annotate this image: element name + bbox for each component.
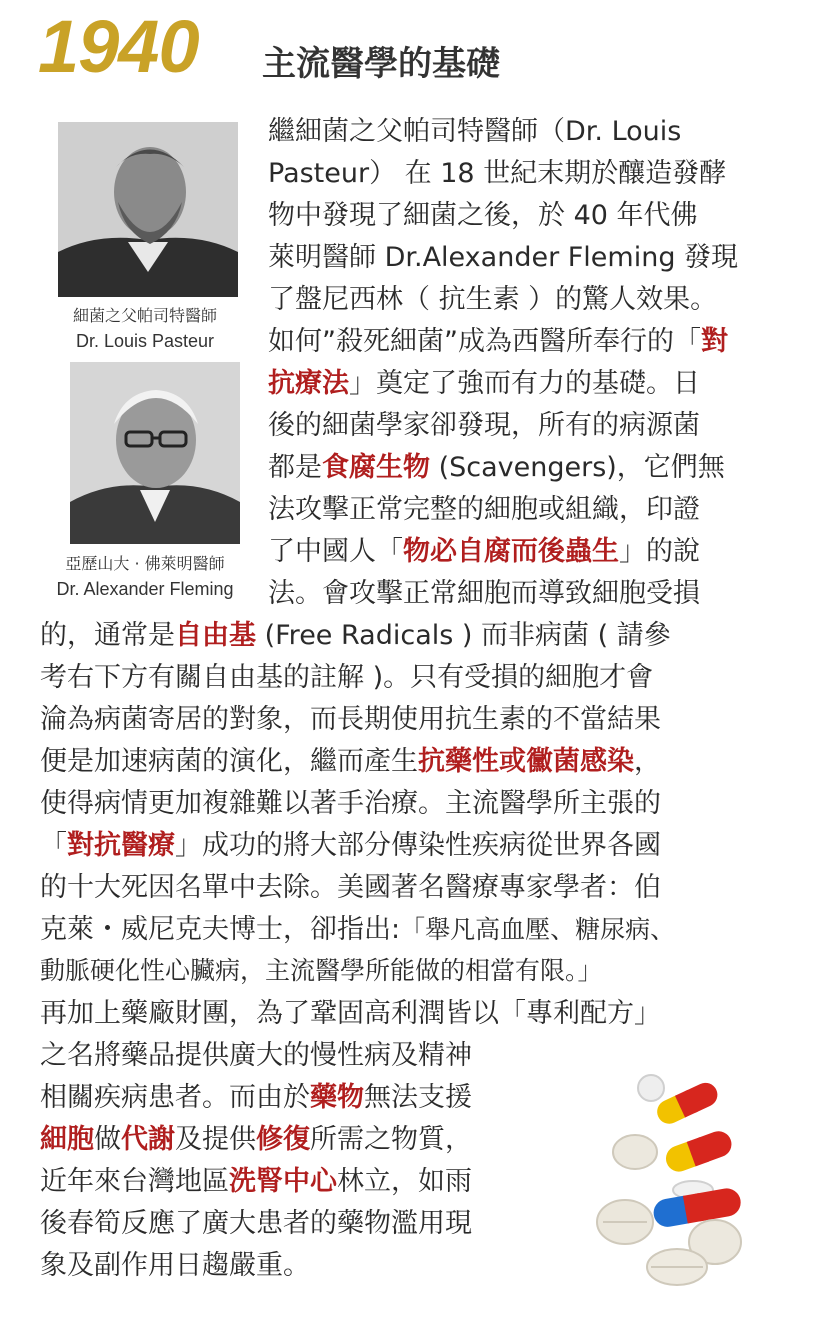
text-run: 所需之物質， <box>310 1124 472 1155</box>
text-run: 「 <box>40 830 67 861</box>
highlight-text: 抗療法 <box>268 368 349 399</box>
fleming-portrait-icon <box>70 362 240 544</box>
highlight-text: 物必自腐而後蟲生 <box>403 536 619 567</box>
text-line <box>268 454 789 481</box>
pasteur-caption-zh: 細菌之父帕司特醫師 <box>72 306 217 325</box>
text-run: 都是 <box>268 452 322 483</box>
text-line <box>40 1126 580 1153</box>
text-line: 了盤尼西林（ 抗生素 ）的驚人效果。 <box>268 284 718 315</box>
text-line: 物中發現了細菌之後，於 40 年代佛 <box>268 200 698 231</box>
text-line <box>40 748 792 775</box>
highlight-text: 對抗醫療 <box>67 830 175 861</box>
highlight-text: 細胞 <box>40 1124 94 1155</box>
highlight-text: 代謝 <box>121 1124 175 1155</box>
text-line: 使得病情更加複雜難以著手治療。主流醫學所主張的 <box>40 788 661 819</box>
highlight-text: 藥物 <box>310 1082 364 1113</box>
fleming-caption-zh: 亞歷山大 · 佛萊明醫師 <box>65 554 225 573</box>
text-run: 的，通常是 <box>40 620 175 651</box>
text-line <box>268 538 789 565</box>
text-line <box>40 1168 580 1195</box>
highlight-text: 對 <box>700 326 728 357</box>
text-line: 法。會攻擊正常細胞而導致細胞受損 <box>268 578 700 609</box>
text-line <box>268 370 789 397</box>
fleming-caption <box>40 552 250 603</box>
text-run: 近年來台灣地區 <box>40 1166 229 1197</box>
text-run: (Free Radicals ) 而非病菌 ( 請參 <box>256 620 671 651</box>
text-run: 了中國人「 <box>268 536 403 567</box>
text-line: 後春筍反應了廣大患者的藥物濫用現 <box>40 1208 472 1239</box>
text-run: 」的說 <box>619 536 700 567</box>
text-line: 象及副作用日趨嚴重。 <box>40 1250 310 1281</box>
text-line <box>40 916 792 943</box>
highlight-text: 食腐生物 <box>322 452 430 483</box>
text-line: 之名將藥品提供廣大的慢性病及精神 <box>40 1040 472 1071</box>
highlight-text: 洗腎中心 <box>229 1166 337 1197</box>
text-line <box>40 832 792 859</box>
pasteur-caption <box>40 304 250 355</box>
text-run: ， <box>634 746 661 777</box>
quote-line: 動脈硬化性心臟病，主流醫學所能做的相當有限。」 <box>40 956 603 985</box>
page-title: 主流醫學的基礎 <box>262 44 500 84</box>
text-run: 克萊・威尼克夫博士，卻指出: <box>40 914 401 945</box>
text-run: 做 <box>94 1124 121 1155</box>
pasteur-portrait-icon <box>58 122 238 297</box>
highlight-text: 修復 <box>256 1124 310 1155</box>
text-run: 」奠定了強而有力的基礎。日 <box>349 368 700 399</box>
text-run: 林立，如雨 <box>337 1166 472 1197</box>
text-line: 再加上藥廠財團，為了鞏固高利潤皆以「專利配方」 <box>40 998 661 1029</box>
text-run: (Scavengers)，它們無 <box>430 452 725 483</box>
highlight-text: 抗藥性或黴菌感染 <box>418 746 634 777</box>
text-line: 考右下方有關自由基的註解 )。只有受損的細胞才會 <box>40 662 654 693</box>
text-run: 相關疾病患者。而由於 <box>40 1082 310 1113</box>
text-run: 及提供 <box>175 1124 256 1155</box>
text-line: 萊明醫師 Dr.Alexander Fleming 發現 <box>268 242 739 273</box>
text-run: 如何”殺死細菌”成為西醫所奉行的「 <box>268 326 701 357</box>
pasteur-caption-en: Dr. Louis Pasteur <box>75 331 215 351</box>
text-line <box>268 328 789 355</box>
year-heading: 1940 <box>38 5 199 88</box>
highlight-text: 自由基 <box>175 620 256 651</box>
text-line <box>40 1084 580 1111</box>
text-line: 法攻擊正常完整的細胞或組織，印證 <box>268 494 700 525</box>
text-line: Pasteur） 在 18 世紀末期於釀造發酵 <box>268 158 727 189</box>
fleming-caption-en: Dr. Alexander Fleming <box>56 579 234 599</box>
quote-text: 「舉凡高血壓、糖尿病、 <box>400 915 676 944</box>
text-run: 」成功的將大部分傳染性疾病從世界各國 <box>175 830 661 861</box>
pills-illustration-icon <box>595 1072 755 1287</box>
text-run: 便是加速病菌的演化，繼而產生 <box>40 746 418 777</box>
text-line: 淪為病菌寄居的對象，而長期使用抗生素的不當結果 <box>40 704 661 735</box>
text-line: 後的細菌學家卻發現，所有的病源菌 <box>268 410 700 441</box>
text-run: 無法支援 <box>364 1082 472 1113</box>
text-line: 繼細菌之父帕司特醫師（Dr. Louis <box>268 116 682 147</box>
text-line: 的十大死因名單中去除。美國著名醫療專家學者：伯 <box>40 872 661 903</box>
text-line <box>40 622 792 649</box>
